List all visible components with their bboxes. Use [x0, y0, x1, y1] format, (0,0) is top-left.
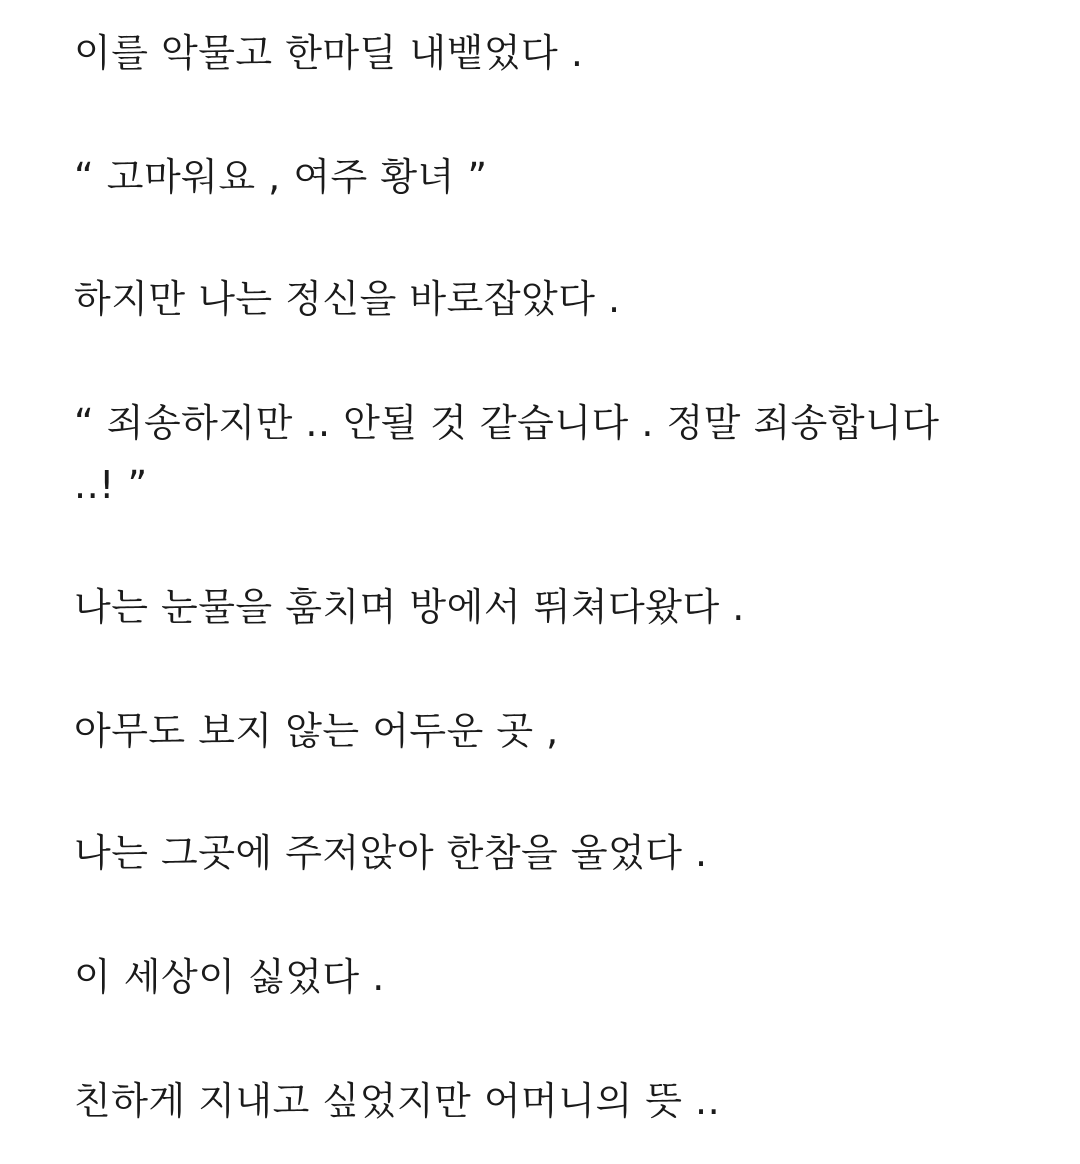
paragraph: 하지만 나는 정신을 바로잡았다 . — [74, 277, 621, 321]
paragraph: 이 세상이 싫었다 . — [74, 955, 385, 999]
paragraph: 아무도 보지 않는 어두운 곳 , — [74, 709, 559, 753]
paragraph: 이를 악물고 한마딜 내뱉었다 . — [74, 31, 584, 75]
paragraph: 나는 그곳에 주저앉아 한참을 울었다 . — [74, 831, 708, 875]
paragraph: 나는 눈물을 훔치며 방에서 뛰쳐다왔다 . — [74, 585, 745, 629]
paragraph: 친하게 지내고 싶었지만 어머니의 뜻 .. — [74, 1079, 721, 1123]
paragraph: “ 죄송하지만 .. 안될 것 같습니다 . 정말 죄송합니다 ..! ” — [74, 401, 940, 507]
paragraph: “ 고마워요 , 여주 황녀 ” — [74, 155, 488, 199]
